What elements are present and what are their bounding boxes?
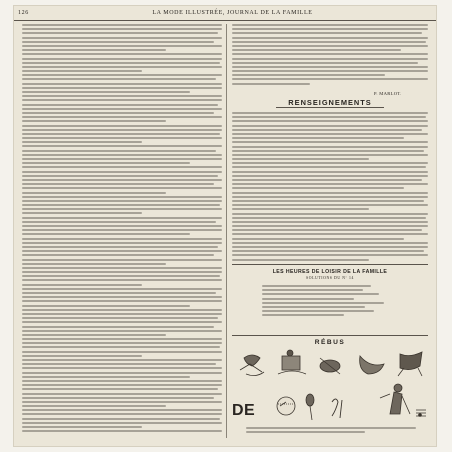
text-line bbox=[22, 338, 222, 340]
rebus-gauge-icon bbox=[277, 397, 295, 415]
text-line bbox=[232, 217, 426, 219]
text-line bbox=[22, 221, 216, 223]
text-line bbox=[232, 58, 428, 60]
text-line bbox=[232, 41, 426, 43]
text-line bbox=[22, 41, 214, 43]
text-line bbox=[22, 150, 216, 152]
text-line bbox=[22, 384, 222, 386]
text-line bbox=[232, 259, 369, 261]
text-line bbox=[22, 376, 190, 378]
feuilleton-continuation bbox=[232, 24, 428, 85]
page-number: 126 bbox=[18, 10, 29, 16]
text-line bbox=[22, 397, 214, 399]
feuilleton-column bbox=[22, 24, 222, 438]
text-line bbox=[22, 351, 222, 353]
text-line bbox=[232, 83, 310, 85]
text-line bbox=[22, 334, 166, 336]
text-line bbox=[22, 430, 222, 432]
text-line bbox=[22, 187, 222, 189]
text-line bbox=[22, 58, 222, 60]
text-line bbox=[246, 427, 416, 429]
text-line bbox=[22, 426, 142, 428]
text-line bbox=[22, 271, 222, 273]
renseignements-title: RENSEIGNEMENTS bbox=[288, 98, 372, 107]
text-line bbox=[22, 229, 222, 231]
text-line bbox=[232, 171, 428, 173]
text-line bbox=[232, 133, 428, 135]
text-line bbox=[22, 62, 220, 64]
text-line bbox=[22, 284, 142, 286]
text-line bbox=[22, 200, 222, 202]
feuilleton-signature: P. MARLOT. bbox=[374, 91, 402, 96]
text-line bbox=[22, 196, 222, 198]
rebus-music-note-icon bbox=[416, 410, 426, 416]
text-line bbox=[22, 53, 222, 55]
text-line bbox=[22, 259, 222, 261]
text-line bbox=[22, 388, 218, 390]
text-line bbox=[22, 145, 222, 147]
text-line bbox=[22, 305, 190, 307]
text-line bbox=[22, 83, 222, 85]
text-line bbox=[232, 154, 428, 156]
text-line bbox=[22, 380, 222, 382]
text-line bbox=[22, 192, 166, 194]
text-line bbox=[22, 91, 190, 93]
text-line bbox=[232, 66, 428, 68]
text-line bbox=[22, 409, 222, 411]
text-line bbox=[22, 363, 216, 365]
text-line bbox=[22, 225, 222, 227]
text-line bbox=[232, 74, 385, 76]
text-line bbox=[22, 171, 222, 173]
text-line bbox=[232, 24, 428, 26]
text-line bbox=[22, 217, 222, 219]
text-line bbox=[22, 74, 222, 76]
text-line bbox=[232, 137, 404, 139]
column-divider bbox=[226, 24, 227, 438]
text-line bbox=[232, 229, 422, 231]
text-line bbox=[22, 296, 222, 298]
text-line bbox=[22, 246, 218, 248]
text-line bbox=[22, 95, 222, 97]
text-line bbox=[232, 78, 428, 80]
running-head bbox=[14, 6, 436, 21]
text-line bbox=[232, 125, 428, 127]
text-line bbox=[232, 187, 404, 189]
text-line bbox=[22, 87, 222, 89]
rebus-illustration bbox=[232, 348, 428, 424]
rebus-title: RÉBUS bbox=[314, 339, 346, 346]
text-line bbox=[232, 238, 404, 240]
text-line bbox=[22, 32, 218, 34]
text-line bbox=[232, 45, 428, 47]
text-line bbox=[22, 413, 222, 415]
text-line bbox=[22, 321, 222, 323]
text-line bbox=[22, 359, 222, 361]
text-line bbox=[22, 242, 222, 244]
text-line bbox=[22, 28, 222, 30]
text-line bbox=[232, 120, 428, 122]
text-line bbox=[22, 254, 214, 256]
text-line bbox=[22, 183, 214, 185]
text-line bbox=[22, 342, 222, 344]
renseignements-rule bbox=[276, 107, 384, 108]
text-line bbox=[232, 158, 369, 160]
text-line bbox=[22, 250, 222, 252]
text-line bbox=[22, 24, 222, 26]
text-line bbox=[232, 242, 428, 244]
text-line bbox=[22, 70, 142, 72]
text-line bbox=[232, 183, 428, 185]
text-line bbox=[22, 300, 222, 302]
renseignements-text bbox=[232, 112, 428, 261]
text-line bbox=[22, 372, 222, 374]
text-line bbox=[22, 326, 214, 328]
text-line bbox=[22, 116, 222, 118]
text-line bbox=[22, 330, 222, 332]
text-line bbox=[246, 431, 365, 433]
text-line bbox=[22, 238, 222, 240]
rebus-puzzle bbox=[232, 348, 428, 424]
journal-page bbox=[14, 6, 436, 446]
text-line bbox=[232, 200, 424, 202]
text-line bbox=[232, 233, 428, 235]
text-line bbox=[232, 32, 422, 34]
text-line bbox=[22, 158, 222, 160]
text-line bbox=[22, 313, 222, 315]
text-line bbox=[22, 108, 222, 110]
text-line bbox=[232, 204, 428, 206]
text-line bbox=[22, 393, 222, 395]
text-line bbox=[22, 355, 142, 357]
text-line bbox=[232, 246, 428, 248]
rebus-de-text: DE bbox=[232, 402, 256, 419]
rebus-figure-4 bbox=[360, 356, 384, 374]
text-line bbox=[22, 204, 220, 206]
text-line bbox=[232, 221, 428, 223]
text-line bbox=[232, 213, 428, 215]
text-line bbox=[232, 53, 428, 55]
text-line bbox=[22, 208, 222, 210]
text-line bbox=[232, 254, 428, 256]
text-line bbox=[22, 37, 222, 39]
text-line bbox=[22, 175, 218, 177]
text-line bbox=[262, 293, 379, 295]
text-line bbox=[22, 112, 214, 114]
text-line bbox=[22, 317, 218, 319]
text-line bbox=[22, 141, 142, 143]
text-line bbox=[22, 279, 222, 281]
rebus-digits-icon bbox=[332, 399, 342, 418]
text-line bbox=[22, 162, 190, 164]
text-line bbox=[22, 346, 220, 348]
rebus-figure-1 bbox=[240, 355, 264, 376]
text-line bbox=[232, 196, 428, 198]
text-line bbox=[22, 367, 222, 369]
loisirs-solutions bbox=[262, 285, 398, 316]
text-line bbox=[22, 99, 222, 101]
loisirs-box bbox=[232, 264, 428, 336]
text-line bbox=[262, 310, 374, 312]
text-line bbox=[232, 112, 428, 114]
text-line bbox=[232, 150, 424, 152]
text-line bbox=[232, 141, 428, 143]
text-line bbox=[262, 298, 354, 300]
text-line bbox=[22, 422, 222, 424]
text-line bbox=[22, 154, 222, 156]
feuilleton-text bbox=[22, 24, 222, 432]
text-line bbox=[262, 314, 344, 316]
text-line bbox=[22, 288, 222, 290]
rebus-old-man-figure bbox=[380, 384, 410, 414]
text-line bbox=[22, 133, 220, 135]
text-line bbox=[262, 306, 365, 308]
text-line bbox=[22, 267, 222, 269]
text-line bbox=[232, 146, 428, 148]
text-line bbox=[22, 275, 220, 277]
text-line bbox=[22, 66, 222, 68]
text-line bbox=[262, 302, 384, 304]
text-line bbox=[22, 418, 220, 420]
rebus-brush-icon bbox=[306, 394, 314, 420]
text-line bbox=[22, 179, 222, 181]
text-line bbox=[22, 125, 222, 127]
text-line bbox=[262, 289, 363, 291]
feuilleton-continuation-text bbox=[232, 24, 428, 85]
text-line bbox=[22, 78, 216, 80]
text-line bbox=[22, 120, 166, 122]
text-line bbox=[232, 192, 428, 194]
text-line bbox=[22, 401, 222, 403]
text-line bbox=[232, 37, 428, 39]
text-line bbox=[22, 137, 222, 139]
rebus-figure-2 bbox=[278, 350, 306, 374]
renseignements-column bbox=[232, 112, 428, 261]
text-line bbox=[232, 28, 428, 30]
text-line bbox=[22, 309, 222, 311]
text-line bbox=[22, 212, 142, 214]
text-line bbox=[22, 405, 166, 407]
text-line bbox=[232, 49, 401, 51]
text-line bbox=[22, 292, 216, 294]
text-line bbox=[22, 129, 222, 131]
text-line bbox=[22, 263, 166, 265]
text-line bbox=[232, 129, 422, 131]
text-line bbox=[232, 162, 428, 164]
rebus-figure-3 bbox=[320, 358, 340, 374]
text-line bbox=[232, 166, 426, 168]
text-line bbox=[232, 62, 418, 64]
rebus-caption-lines bbox=[246, 427, 416, 433]
rebus-figure-5 bbox=[398, 352, 422, 376]
text-line bbox=[22, 233, 190, 235]
text-line bbox=[22, 49, 166, 51]
text-line bbox=[22, 104, 218, 106]
text-line bbox=[232, 225, 428, 227]
text-line bbox=[232, 175, 428, 177]
journal-title: LA MODE ILLUSTRÉE, JOURNAL DE LA FAMILLE bbox=[152, 10, 313, 16]
text-line bbox=[232, 179, 422, 181]
text-line bbox=[232, 208, 369, 210]
loisirs-title: LES HEURES DE LOISIR DE LA FAMILLE bbox=[272, 269, 388, 275]
text-line bbox=[232, 70, 428, 72]
text-line bbox=[262, 285, 371, 287]
text-line bbox=[22, 45, 222, 47]
loisirs-subtitle: SOLUTIONS DU Nº 14 bbox=[306, 276, 354, 280]
text-line bbox=[232, 116, 426, 118]
text-line bbox=[232, 250, 424, 252]
text-line bbox=[22, 166, 222, 168]
